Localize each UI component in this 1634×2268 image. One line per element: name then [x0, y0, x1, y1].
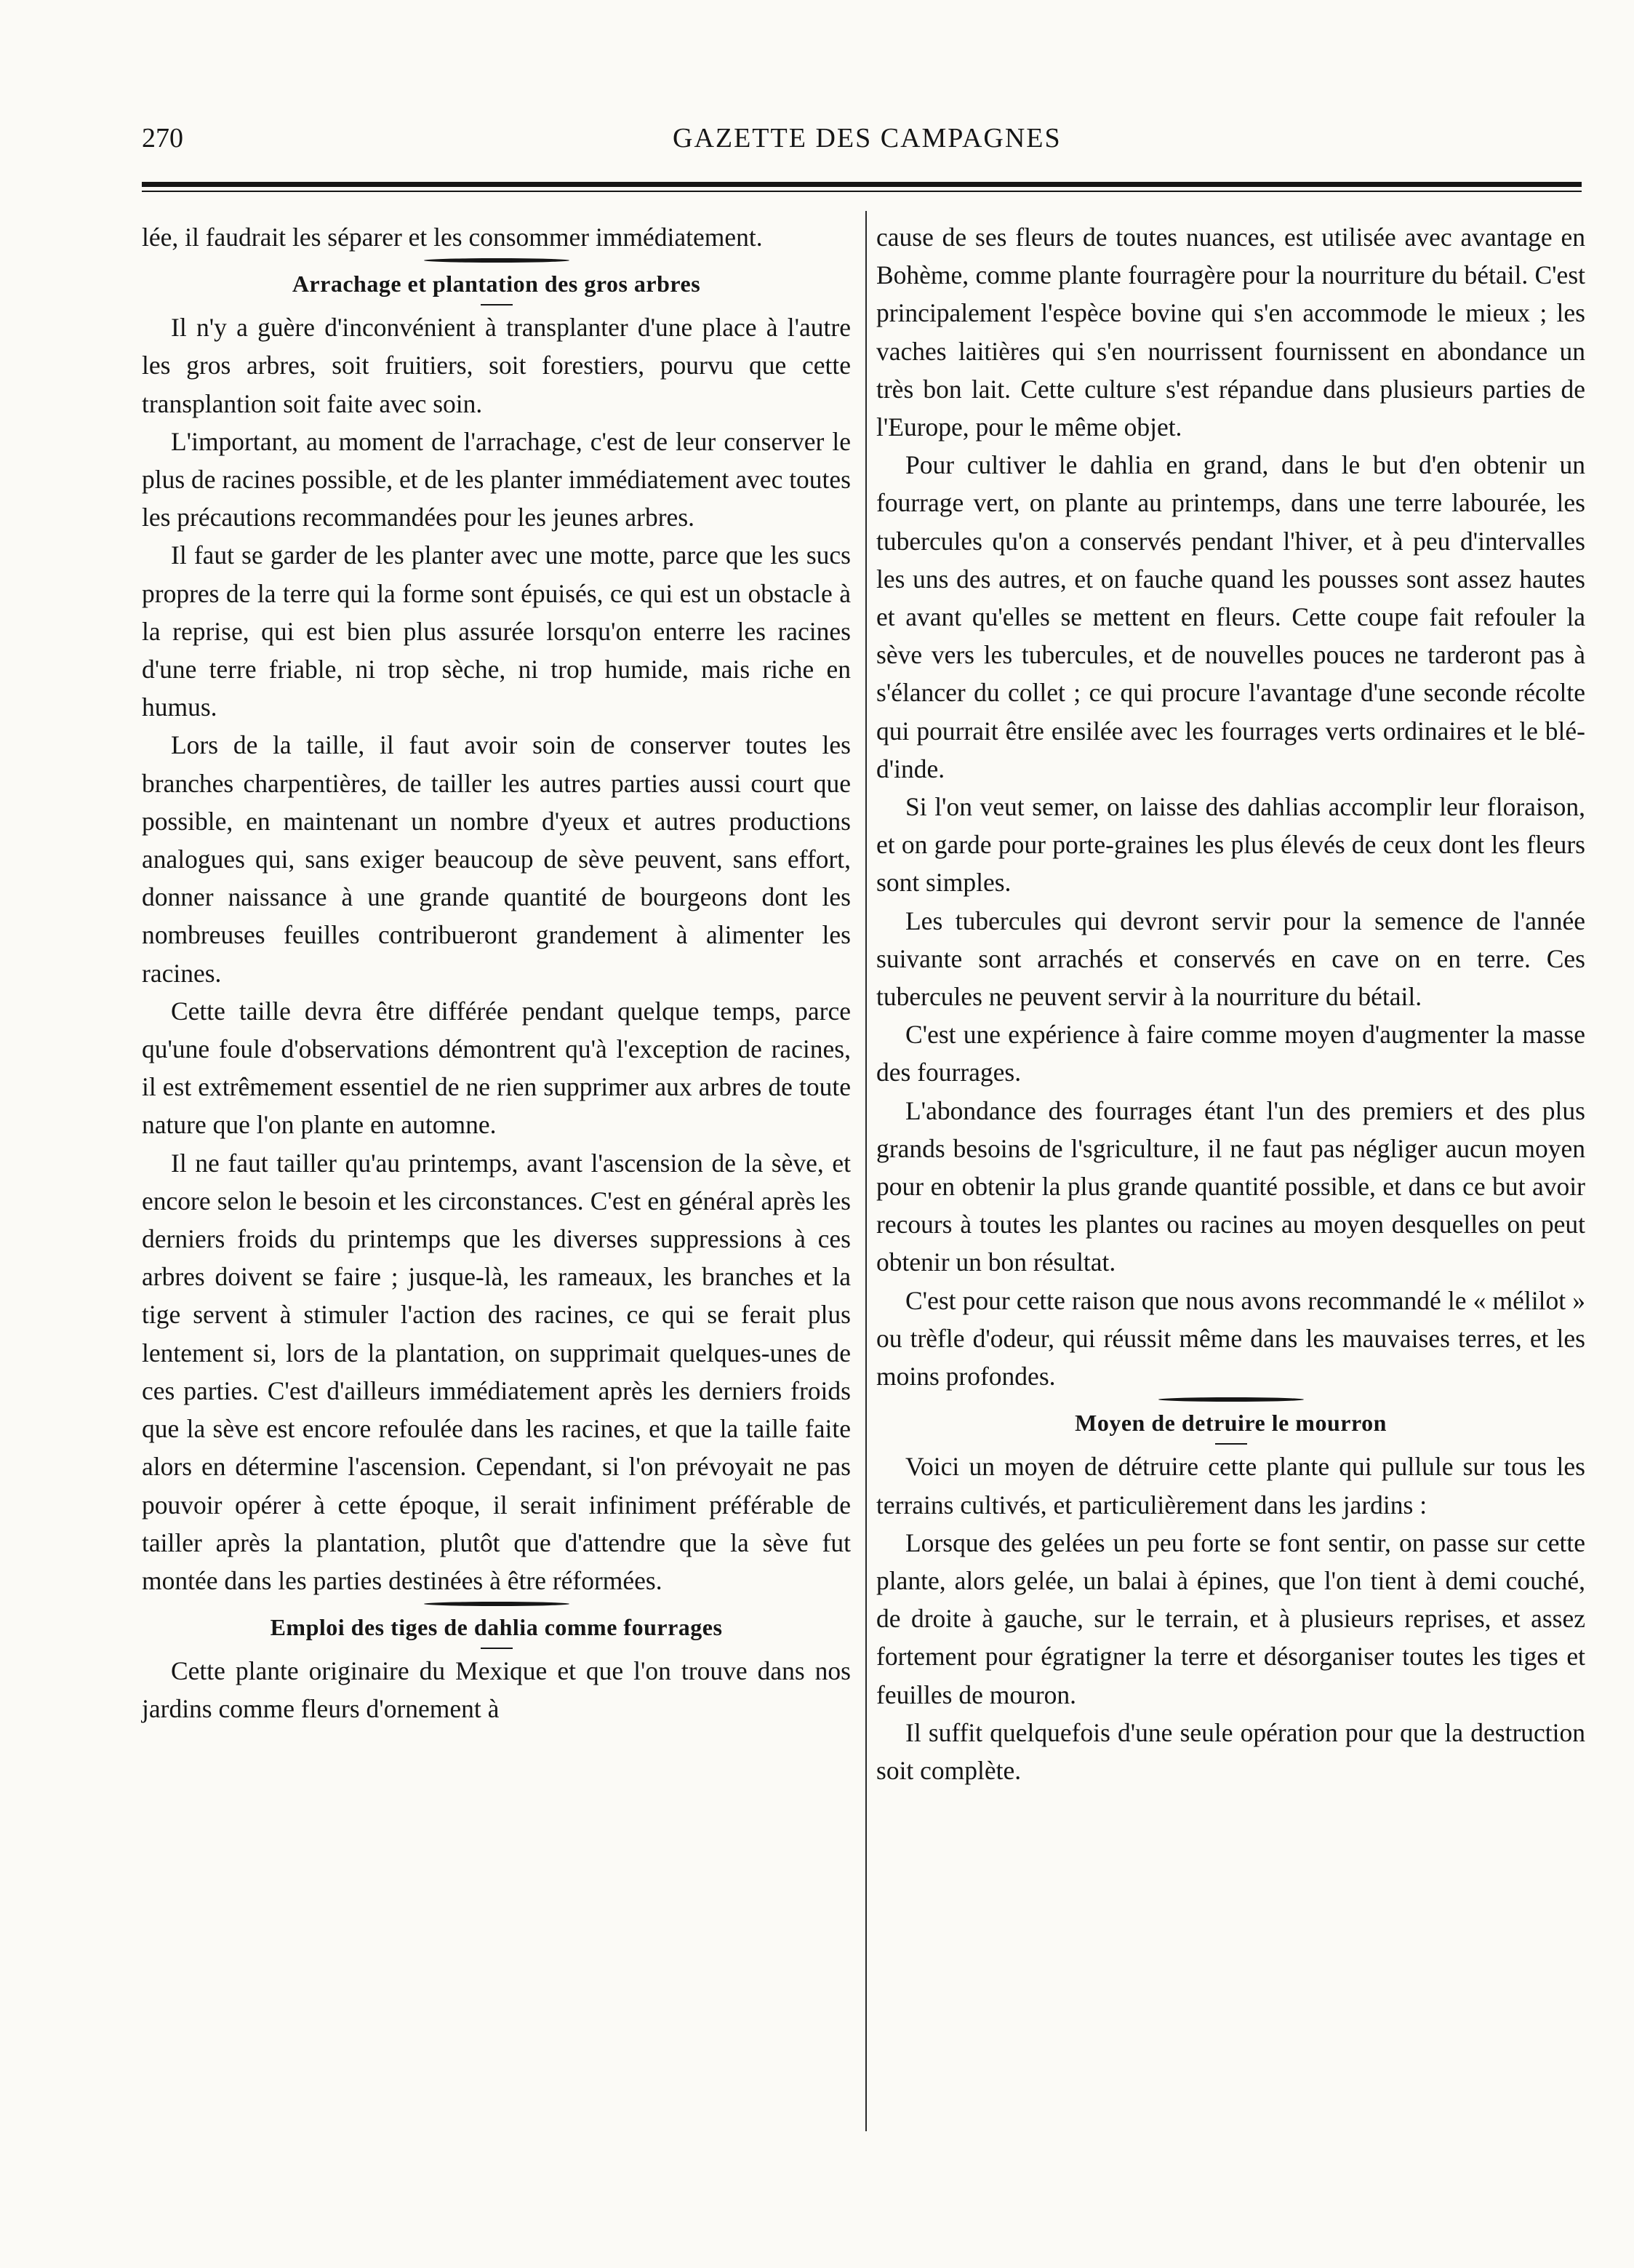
paragraph: lée, il faudrait les séparer et les consommer immédiatement.: [142, 223, 763, 252]
paragraph: Lorsque des gelées un peu forte se font sentir, on passe sur cette plante, alors gelée, un balai à épines, que l'on tient à demi couché, de droite à gauche, sur le terrain, et à plusieurs reprises, et assez fortement pour égratigner la terre et désorganiser toutes les tiges et feuilles de mouron.: [876, 1528, 1585, 1709]
paragraph: L'important, au moment de l'arrachage, c'est de leur conserver le plus de racines possible, et de les planter immédiatement avec toutes les précautions recommandées pour les jeunes arbres.: [142, 426, 851, 532]
paragraph: Il ne faut tailler qu'au printemps, avant l'ascension de la sève, et encore selon le besoin et les circonstances. C'est en général après les derniers froids du printemps que les diverses suppressions à ces arbres doivent se faire ; jusque-là, les rameaux, les branches et la tige servent à stimuler l'action des racines, ce qui se ferait plus lentement si, lors de la plantation, on supprimait quelques-unes de ces parties. C'est d'ailleurs immédiatement après les derniers froids que la sève est encore refoulée dans les racines, et que la taille faite alors en détermine l'ascension. Cependant, si l'on prévoyait ne pas pouvoir opérer à cette époque, il serait infiniment préférable de tailler après la plantation, plutôt que d'attendre que la sève fut montée dans les parties destinées à être réformées.: [142, 1148, 851, 1595]
section-dash: [142, 1646, 851, 1652]
paragraph: Si l'on veut semer, on laisse des dahlias accomplir leur floraison, et on garde pour porte-graines les plus élevés de ceux dont les fleurs sont simples.: [876, 792, 1585, 898]
section-dash: [876, 1442, 1585, 1448]
left-column: [142, 218, 851, 1728]
section-ornament: [142, 256, 851, 265]
paragraph: C'est une expérience à faire comme moyen d'augmenter la masse des fourrages.: [876, 1020, 1585, 1087]
paragraph: C'est pour cette raison que nous avons recommandé le « mélilot » ou trèfle d'odeur, qui réussit même dans les mauvaises terres, et les moins profondes.: [876, 1285, 1585, 1391]
page-header: [142, 122, 1582, 166]
section-ornament: [876, 1395, 1585, 1404]
paragraph: Il faut se garder de les planter avec une motte, parce que les sucs propres de la terre qui la forme sont épuisés, ce qui est un obstacle à la reprise, qui est bien plus assurée lorsqu'on enterre les racines d'une terre friable, ni trop sèche, ni trop humide, mais riche en humus.: [142, 540, 851, 722]
section-ornament: [142, 1600, 851, 1608]
paragraph: Il suffit quelquefois d'une seule opération pour que la destruction soit complète.: [876, 1717, 1585, 1785]
paragraph: Cette taille devra être différée pendant quelque temps, parce qu'une foule d'observations démontrent qu'à l'exception de racines, il est extrêmement essentiel de ne rien supprimer aux arbres de toute nature que l'on plante en automne.: [142, 996, 851, 1140]
paragraph: Pour cultiver le dahlia en grand, dans le but d'en obtenir un fourrage vert, on plante au printemps, dans une terre labourée, les tubercules qu'on a conservés pendant l'hiver, et à peu d'intervalles les uns des autres, et on fauche quand les pousses sont assez hautes et avant qu'elles se mettent en fleurs. Cette coupe fait refouler la sève vers les tubercules, et de nouvelles pouces ne tarderont pas à s'élancer du collet ; ce qui procure l'avantage d'une seconde récolte qui pourrait être ensilée avec les fourrages verts ordinaires et le blé-d'inde.: [876, 450, 1585, 783]
header-rule-thin: [142, 191, 1582, 192]
right-column: [876, 218, 1585, 1789]
paragraph: Cette plante originaire du Mexique et que l'on trouve dans nos jardins comme fleurs d'ornement à: [142, 1656, 851, 1724]
section-title: Moyen de detruire le mourron: [1075, 1410, 1387, 1437]
paragraph: Les tubercules qui devront servir pour la semence de l'année suivante sont arrachés et conservés en cave on en terre. Ces tubercules ne peuvent servir à la nourriture du bétail.: [876, 906, 1585, 1012]
page-number: 270: [142, 123, 183, 153]
paragraph: Lors de la taille, il faut avoir soin de conserver toutes les branches charpentières, de tailler les autres parties aussi court que possible, en maintenant un nombre d'yeux et autres productions analogues qui, sans exiger beaucoup de sève peuvent, sans effort, donner naissance à une grande quantité de bourgeons dont les nombreuses feuilles contribueront grandement à alimenter les racines.: [142, 730, 851, 988]
section-title: Arrachage et plantation des gros arbres: [292, 271, 701, 298]
paragraph: L'abondance des fourrages étant l'un des premiers et des plus grands besoins de l'sgriculture, il ne faut pas négliger aucun moyen pour en obtenir la plus grande quantité possible, et dans ce but avoir recours à toutes les plantes ou racines au moyen desquelles on peut obtenir un bon résultat.: [876, 1095, 1585, 1277]
paragraph: Il n'y a guère d'inconvénient à transplanter d'une place à l'autre les gros arbres, soit fruitiers, soit forestiers, pourvu que cette transplantion soit faite avec soin.: [142, 313, 851, 418]
header-rule-thick: [142, 182, 1582, 187]
paragraph: cause de ses fleurs de toutes nuances, est utilisée avec avantage en Bohème, comme plante fourragère pour la nourriture du bétail. C'est principalement l'espèce bovine qui s'en accommode le mieux ; les vaches laitières qui s'en nourrissent fournissent en abondance un très bon lait. Cette culture s'est répandue dans plusieurs parties de l'Europe, pour le même objet.: [876, 223, 1585, 442]
paragraph: Voici un moyen de détruire cette plante qui pullule sur tous les terrains cultivés, et particulièrement dans les jardins :: [876, 1452, 1585, 1520]
section-dash: [142, 303, 851, 308]
section-title: Emploi des tiges de dahlia comme fourrages: [270, 1614, 723, 1641]
running-title: GAZETTE DES CAMPAGNES: [673, 123, 1062, 153]
column-divider: [865, 211, 867, 2131]
